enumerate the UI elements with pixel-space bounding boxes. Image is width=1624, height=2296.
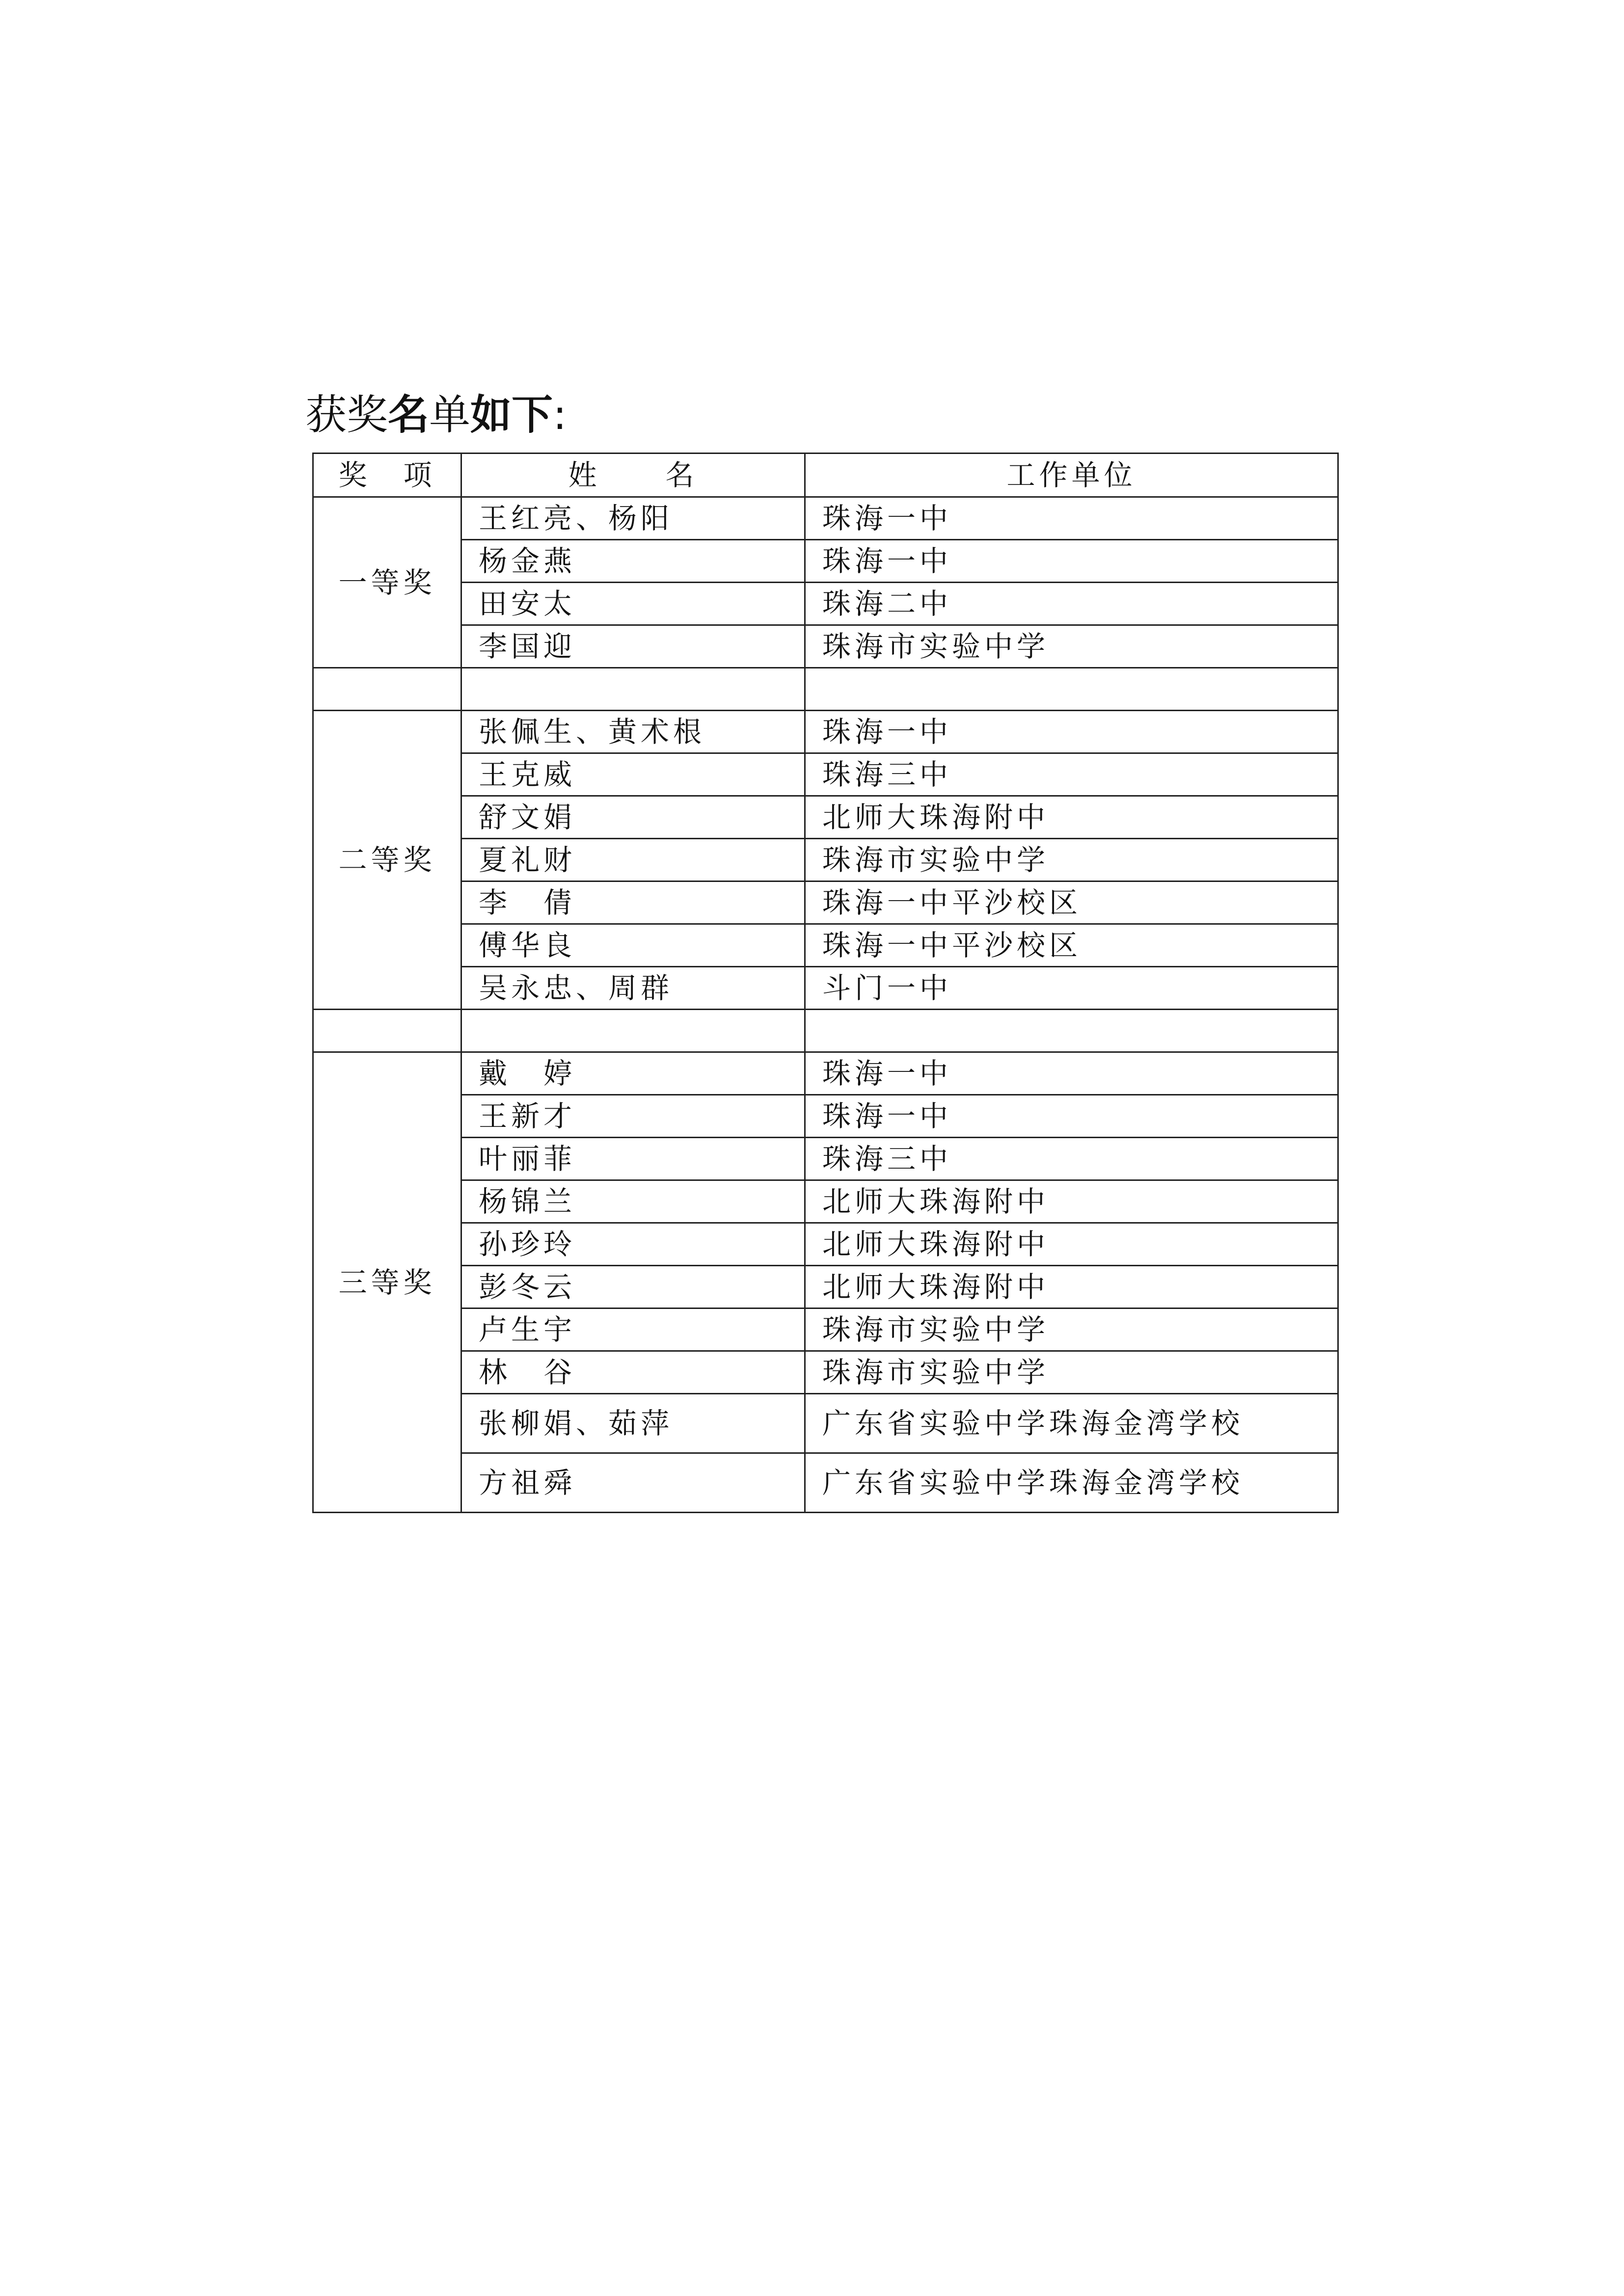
- table-row: [313, 1266, 1338, 1308]
- table-row: [313, 1394, 1338, 1453]
- winner-name: 戴 婷: [461, 1052, 805, 1095]
- winner-name: 杨金燕: [461, 540, 805, 583]
- winner-name: 张佩生、黄术根: [461, 711, 805, 753]
- empty-separator-row: [313, 668, 1338, 711]
- winner-unit: 广东省实验中学珠海金湾学校: [805, 1394, 1338, 1453]
- winner-name: 林 谷: [461, 1351, 805, 1394]
- heading-part-3: 单: [429, 391, 471, 439]
- winner-unit: 珠海市实验中学: [805, 1308, 1338, 1351]
- header-category: 奖 项: [313, 454, 461, 497]
- table-row: [313, 1095, 1338, 1138]
- winner-name: 杨锦兰: [461, 1180, 805, 1223]
- winner-name: 吴永忠、周群: [461, 967, 805, 1010]
- winner-name: 李国迎: [461, 625, 805, 668]
- table-row: [313, 967, 1338, 1010]
- winner-unit: 珠海一中: [805, 1052, 1338, 1095]
- winner-unit: 北师大珠海附中: [805, 796, 1338, 839]
- winner-unit: 珠海一中: [805, 540, 1338, 583]
- table-row: [313, 1223, 1338, 1266]
- empty-separator-row: [313, 1010, 1338, 1052]
- empty-cell: [313, 1010, 461, 1052]
- winner-unit: 珠海三中: [805, 1138, 1338, 1180]
- winner-name: 王克威: [461, 753, 805, 796]
- winner-unit: 广东省实验中学珠海金湾学校: [805, 1453, 1338, 1513]
- table-row: [313, 796, 1338, 839]
- empty-cell: [805, 1010, 1338, 1052]
- table-row: [313, 1351, 1338, 1394]
- winner-name: 方祖舜: [461, 1453, 805, 1513]
- winner-name: 舒文娟: [461, 796, 805, 839]
- winner-name: 张柳娟、茹萍: [461, 1394, 805, 1453]
- table-row: [313, 1453, 1338, 1513]
- winner-name: 夏礼财: [461, 839, 805, 881]
- table-row: [313, 1308, 1338, 1351]
- table-row: [313, 924, 1338, 967]
- heading-part-1: 获奖: [305, 391, 388, 439]
- header-name: 姓 名: [461, 454, 805, 497]
- winner-unit: 珠海一中: [805, 711, 1338, 753]
- empty-cell: [461, 1010, 805, 1052]
- award-table: [312, 453, 1339, 1513]
- heading-part-4: 如下: [470, 391, 553, 439]
- table-row: [313, 1138, 1338, 1180]
- award-list-heading: [305, 388, 567, 442]
- winner-unit: 北师大珠海附中: [805, 1266, 1338, 1308]
- empty-cell: [805, 668, 1338, 711]
- table-row: [313, 711, 1338, 753]
- winner-unit: 珠海一中: [805, 497, 1338, 540]
- winner-unit: 珠海市实验中学: [805, 839, 1338, 881]
- second-prize-label: 二等奖: [313, 711, 461, 1010]
- winner-unit: 珠海市实验中学: [805, 625, 1338, 668]
- winner-unit: 珠海市实验中学: [805, 1351, 1338, 1394]
- table-row: [313, 753, 1338, 796]
- heading-part-2: 名: [388, 391, 430, 439]
- table-row: [313, 625, 1338, 668]
- winner-name: 叶丽菲: [461, 1138, 805, 1180]
- winner-unit: 珠海二中: [805, 583, 1338, 625]
- third-prize-label: 三等奖: [313, 1052, 461, 1513]
- winner-name: 孙珍玲: [461, 1223, 805, 1266]
- header-unit: 工作单位: [805, 454, 1338, 497]
- table-row: [313, 497, 1338, 540]
- table-row: [313, 1180, 1338, 1223]
- winner-unit: 珠海一中: [805, 1095, 1338, 1138]
- table-row: [313, 1052, 1338, 1095]
- winner-unit: 珠海一中平沙校区: [805, 924, 1338, 967]
- winner-name: 彭冬云: [461, 1266, 805, 1308]
- winner-name: 傅华良: [461, 924, 805, 967]
- winner-name: 王新才: [461, 1095, 805, 1138]
- table-row: [313, 881, 1338, 924]
- empty-cell: [313, 668, 461, 711]
- winner-unit: 珠海三中: [805, 753, 1338, 796]
- winner-unit: 北师大珠海附中: [805, 1180, 1338, 1223]
- winner-name: 王红亮、杨阳: [461, 497, 805, 540]
- table-row: [313, 583, 1338, 625]
- table-row: [313, 540, 1338, 583]
- empty-cell: [461, 668, 805, 711]
- winner-unit: 珠海一中平沙校区: [805, 881, 1338, 924]
- table-row: [313, 839, 1338, 881]
- table-header-row: [313, 454, 1338, 497]
- winner-name: 李 倩: [461, 881, 805, 924]
- first-prize-label: 一等奖: [313, 497, 461, 668]
- winner-unit: 斗门一中: [805, 967, 1338, 1010]
- winner-name: 卢生宇: [461, 1308, 805, 1351]
- winner-unit: 北师大珠海附中: [805, 1223, 1338, 1266]
- winner-name: 田安太: [461, 583, 805, 625]
- heading-part-5: :: [553, 391, 567, 439]
